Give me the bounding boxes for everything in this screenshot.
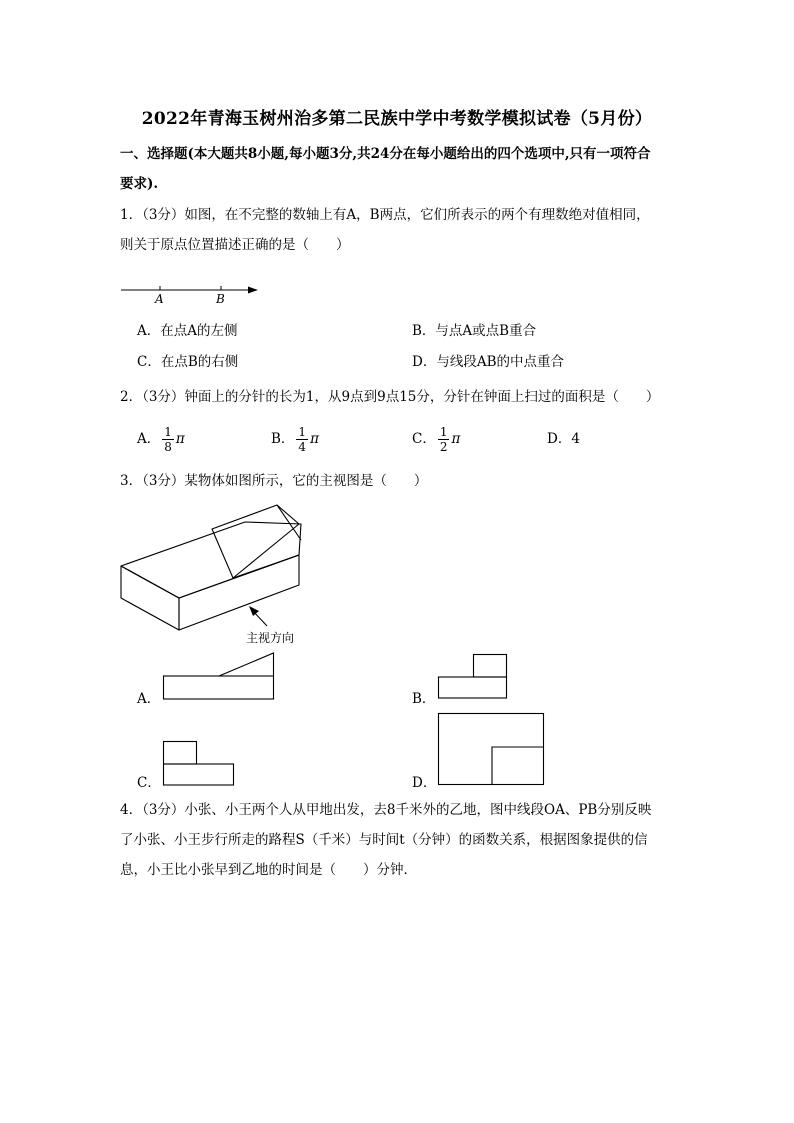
question-4-line2: 了小张、小王步行所走的路程S（千米）与时间t（分钟）的函数关系，根据图象提供的信 [120,832,648,848]
fraction-1-2 [438,425,450,454]
q1-option-d[interactable]: D．与线段AB的中点重合 [412,354,564,370]
question-4-line1: 4．（3分）小张、小王两个人从甲地出发，去8千米外的乙地，图中线段OA、PB分别反映 [120,802,652,818]
question-1-line1: 1．（3分）如图，在不完整的数轴上有A，B两点，它们所表示的两个有理数绝对值相同， [120,207,650,223]
q3-option-a-figure[interactable] [162,652,277,702]
block-front-face [121,566,179,630]
number-line-figure [118,280,263,306]
section-heading-line2: 要求). [120,176,159,192]
fraction-denominator: 4 [298,439,307,454]
q3-option-b-figure[interactable] [437,653,510,701]
pi-symbol: π [310,431,319,447]
q2-option-a-label: A． [137,431,161,447]
view-rect-bottom [164,764,234,785]
view-rect [164,676,274,699]
wedge-top-face [212,505,299,578]
fraction-1-8 [162,425,174,454]
wedge-base-edge [233,555,299,578]
question-4-line3: 息，小王比小张早到乙地的时间是（ ）分钟． [120,862,417,878]
q3-option-b-label[interactable]: B． [412,691,436,707]
q1-option-b[interactable]: B．与点A或点B重合 [412,323,537,339]
axis-label-b: B [216,292,225,306]
question-4 [120,795,690,885]
q3-option-d-label[interactable]: D． [412,775,437,791]
fraction-denominator: 8 [164,439,172,454]
question-2: 2．（3分）钟面上的分针的长为1，从9点到9点15分，分针在钟面上扫过的面积是（ ） [120,389,660,405]
q3-option-d-figure[interactable] [437,712,547,788]
fraction-numerator: 1 [164,424,172,439]
view-rect-inner [492,747,544,785]
q2-option-b[interactable] [271,424,319,454]
axis-label-a: A [155,292,164,306]
section-heading [120,139,680,199]
page-title: 2022年青海玉树州治多第二民族中学中考数学模拟试卷（5月份） [141,109,653,129]
question-1-line2: 则关于原点位置描述正确的是（ ） [120,237,350,253]
q3-option-c-label[interactable]: C． [137,775,161,791]
view-triangle [219,653,274,676]
question-1 [120,200,690,260]
view-rect-top [474,655,507,678]
section-heading-line1: 一、选择题(本大题共8小题,每小题3分,共24分在每小题给出的四个选项中,只有一项符合 [120,146,651,162]
pi-symbol: π [175,431,185,447]
q2-option-d[interactable]: D．4 [547,431,580,447]
solid-object-figure [115,500,315,652]
q3-option-a-label[interactable]: A． [137,691,161,707]
direction-arrow-icon [249,606,259,616]
view-rect-top [164,742,197,765]
q1-option-a[interactable]: A．在点A的左侧 [137,323,238,339]
q2-option-b-label: B． [271,431,295,447]
q2-option-a[interactable] [137,424,185,454]
view-rect-bottom [439,677,507,698]
direction-label: 主视方向 [246,631,295,645]
fraction-denominator: 2 [439,439,448,454]
question-3: 3．（3分）某物体如图所示，它的主视图是（ ） [120,473,428,489]
pi-symbol: π [451,431,461,447]
q1-option-c[interactable]: C．在点B的右侧 [137,354,239,370]
q2-option-c-label: C． [412,431,436,447]
block-right-face [179,555,299,630]
q3-option-c-figure[interactable] [162,740,237,788]
number-line-arrow-icon [248,287,258,294]
fraction-numerator: 1 [298,424,307,439]
view-rect-outer [439,714,544,785]
fraction-numerator: 1 [439,424,448,439]
fraction-1-4 [296,425,308,454]
q2-option-c[interactable] [412,424,460,454]
